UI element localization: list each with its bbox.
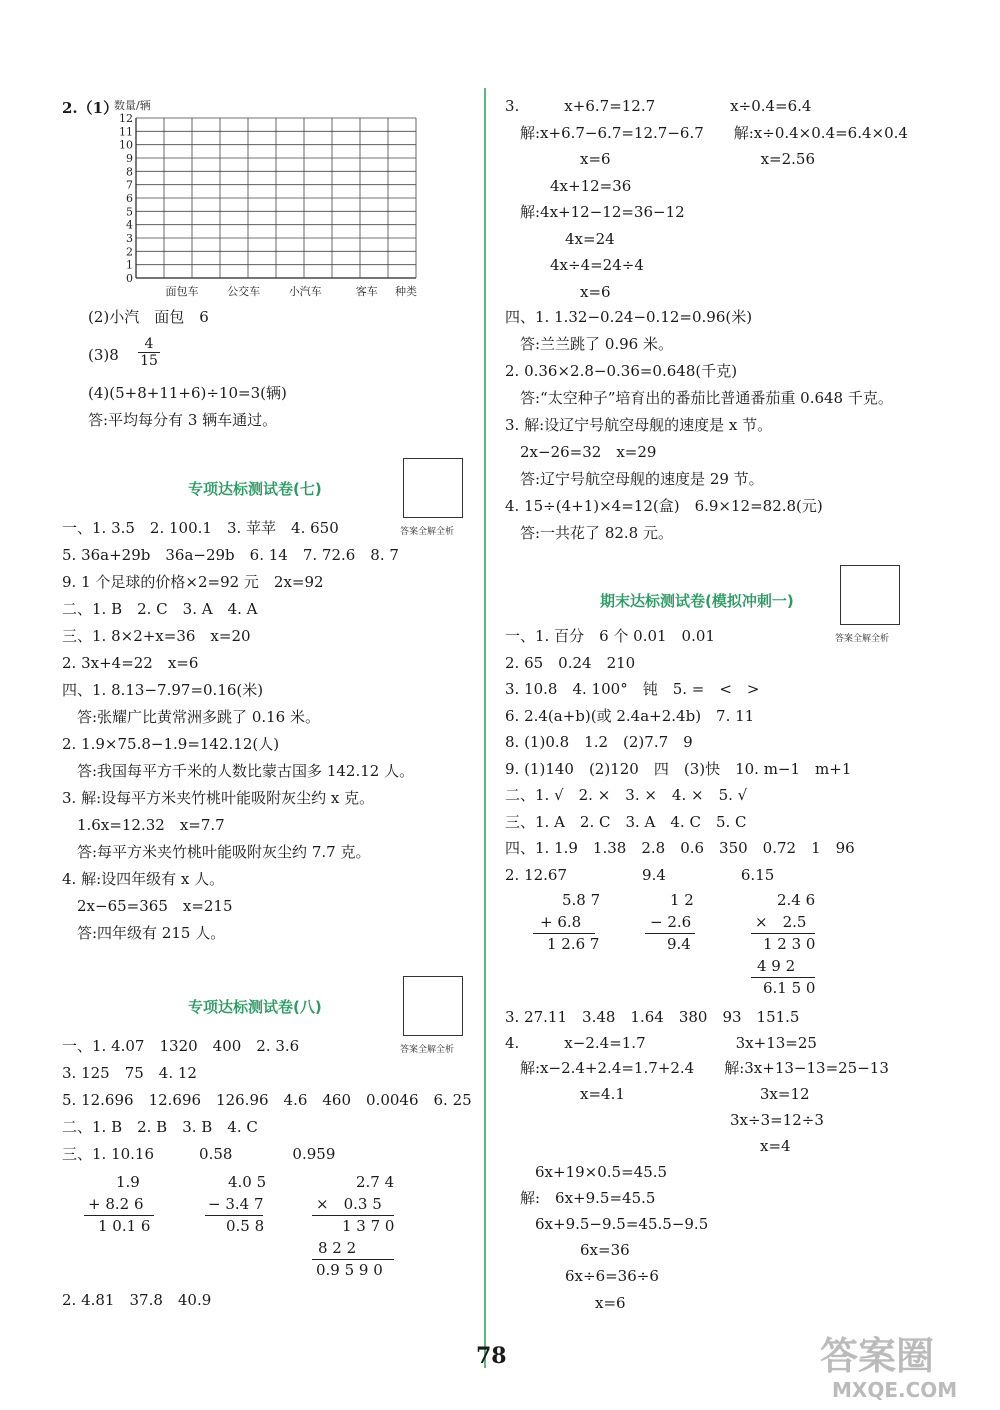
answer-line: 答:每平方米夹竹桃叶能吸附灰尘约 7.7 克。	[62, 843, 371, 861]
section-8-title: 专项达标测试卷(八)	[188, 998, 322, 1016]
answer-line: 1.6x=12.32 x=7.7	[62, 816, 225, 834]
qr-caption: 答案全解全析	[400, 527, 455, 537]
answer-line: 3. 10.8 4. 100° 钝 5. = < >	[505, 680, 760, 698]
vertical-mul-partial-2: 4 9 2	[757, 957, 796, 975]
answer-line: 解:x+6.7−6.7=12.7−6.7 解:x÷0.4×0.4=6.4×0.4	[505, 123, 908, 142]
x-category-label: 客车	[355, 285, 378, 298]
chart-ylabel: 数量/辆	[114, 100, 151, 112]
answer-line: 答:四年级有 215 人。	[62, 924, 226, 942]
answer-line: 3. 125 75 4. 12	[62, 1064, 197, 1082]
answer-line: 二、1. B 2. C 3. A 4. A	[62, 600, 258, 618]
vertical-mul-partial-2: 8 2 2	[318, 1239, 357, 1257]
answer-line: 9. (1)140 (2)120 四 (3)快 10. m−1 m+1	[505, 759, 852, 778]
answer-line: 2x−65=365 x=215	[62, 897, 233, 915]
vertical-sub-line-2: − 2.6	[650, 913, 692, 931]
answer-line: 4. 解:设四年级有 x 人。	[62, 870, 225, 888]
answer-line: 答:辽宁号航空母舰的速度是 29 节。	[505, 470, 764, 488]
y-tick-label: 10	[119, 138, 133, 152]
answer-line: 3. x+6.7=12.7 x÷0.4=6.4	[505, 97, 812, 115]
vertical-add-result: 1 0.1 6	[98, 1217, 151, 1235]
vertical-add-line-1: 1.9	[116, 1173, 140, 1191]
vertical-sub-line-2: − 3.4 7	[208, 1195, 264, 1213]
answer-line: 3. 解:设每平方米夹竹桃叶能吸附灰尘约 x 克。	[62, 789, 375, 807]
answer-line: 四、1. 1.32−0.24−0.12=0.96(米)	[505, 308, 753, 326]
q2-heading: 2.（1）	[62, 99, 119, 117]
answer-line: 解:x−2.4+2.4=1.7+2.4 解:3x+13−13=25−13	[505, 1059, 889, 1077]
answer-line: 解: 6x+9.5=45.5	[505, 1189, 656, 1207]
vertical-sub-result: 9.4	[667, 935, 691, 953]
vertical-mul-line-1: 2.4 6	[777, 891, 816, 909]
answer-line: 一、1. 4.07 1320 400 2. 3.6	[62, 1037, 300, 1055]
fraction-denominator: 15	[140, 353, 158, 369]
section-7-title: 专项达标测试卷(七)	[188, 480, 322, 498]
answer-line: 4x+12=36	[505, 176, 632, 195]
answer-line: 8. (1)0.8 1.2 (2)7.7 9	[505, 733, 693, 751]
q2-fraction	[138, 336, 160, 369]
answer-line: 2x−26=32 x=29	[505, 443, 657, 461]
chart-grid-lines	[136, 118, 416, 278]
answer-line: 2. 3x+4=22 x=6	[62, 654, 199, 672]
vertical-add-line-2: + 8.2 6	[88, 1195, 144, 1213]
answer-line: 3. 27.11 3.48 1.64 380 93 151.5	[505, 1008, 800, 1026]
x-category-label: 小汽车	[288, 285, 322, 298]
answer-line: 2. 0.36×2.8−0.36=0.648(千克)	[505, 362, 738, 380]
vertical-mul-partial-1: 1 2 3 0	[763, 935, 816, 953]
y-tick-label: 9	[126, 152, 133, 165]
answer-line: 3x÷3=12÷3	[505, 1111, 824, 1129]
answer-line: x=6 x=2.56	[505, 150, 815, 168]
q2-answer-2: (2)小汽 面包 6	[88, 308, 209, 326]
vertical-add-result: 1 2.6 7	[547, 935, 600, 953]
answer-line: 四、1. 1.9 1.38 2.8 0.6 350 0.72 1 96	[505, 839, 855, 857]
vertical-mul-result: 0.9 5 9 0	[316, 1261, 383, 1279]
fraction-numerator: 4	[138, 336, 160, 353]
vertical-sub-line-1: 1 2	[670, 891, 694, 909]
answer-line: 6. 2.4(a+b)(或 2.4a+2.4b) 7. 11	[505, 706, 755, 725]
y-tick-label: 6	[126, 192, 133, 205]
y-tick-label: 1	[126, 258, 133, 272]
y-tick-label: 7	[126, 178, 133, 192]
answer-line: 答:我国每平方千米的人数比蒙古国多 142.12 人。	[62, 762, 415, 780]
chart-xlabel: 种类	[395, 285, 417, 298]
answer-line: 一、1. 3.5 2. 100.1 3. 苹苹 4. 650	[62, 519, 339, 537]
answer-line: 2. 65 0.24 210	[505, 653, 636, 672]
section-8-last-line: 2. 4.81 37.8 40.9	[62, 1291, 212, 1309]
qr-caption: 答案全解全析	[400, 1045, 455, 1055]
answer-line: 二、1. B 2. B 3. B 4. C	[62, 1118, 258, 1136]
y-tick-label: 12	[119, 112, 133, 125]
answer-line: 三、1. A 2. C 3. A 4. C 5. C	[505, 812, 747, 831]
answer-line: 5. 12.696 12.696 126.96 4.6 460 0.0046 6. 25	[62, 1091, 472, 1109]
watermark-url: MXQE.COM	[832, 1378, 958, 1402]
answer-line: 6x=36	[505, 1241, 630, 1259]
answer-line: 三、1. 10.16 0.58 0.959	[62, 1145, 336, 1163]
q2-answer-4: (4)(5+8+11+6)÷10=3(辆)	[88, 384, 287, 402]
page-number: 78	[476, 1343, 507, 1369]
y-tick-label: 5	[126, 205, 133, 219]
answer-line: 三、1. 8×2+x=36 x=20	[62, 627, 251, 645]
answer-line: 二、1. √ 2. × 3. × 4. × 5. √	[505, 786, 748, 804]
answer-line: 9. 1 个足球的价格×2=92 元 2x=92	[62, 573, 324, 591]
vertical-sub-result: 0.5 8	[226, 1217, 265, 1235]
answer-line: 一、1. 百分 6 个 0.01 0.01	[505, 627, 715, 645]
vertical-mul-partial-1: 1 3 7 0	[342, 1217, 395, 1235]
qr-code-icon	[403, 458, 463, 518]
vertical-sub-line-1: 4.0 5	[228, 1173, 267, 1191]
answer-line: 4. x−2.4=1.7 3x+13=25	[505, 1034, 817, 1052]
answer-line: 答:一共花了 82.8 元。	[505, 524, 673, 542]
vertical-mul-line-1: 2.7 4	[356, 1173, 395, 1191]
qr-code-icon	[840, 565, 900, 625]
answer-line: 答:“太空种子”培育出的番茄比普通番茄重 0.648 千克。	[505, 389, 893, 407]
answer-line: 2. 1.9×75.8−1.9=142.12(人)	[62, 735, 280, 753]
vertical-add-line-2: + 6.8	[540, 913, 582, 931]
y-tick-label: 4	[126, 218, 133, 232]
y-tick-label: 8	[126, 165, 133, 179]
answer-line: 四、1. 8.13−7.97=0.16(米)	[62, 681, 264, 699]
answer-line: 答:兰兰跳了 0.96 米。	[505, 335, 673, 353]
x-category-label: 公交车	[227, 285, 261, 298]
answer-line: 6x+9.5−9.5=45.5−9.5	[505, 1215, 709, 1233]
y-tick-label: 11	[119, 125, 133, 139]
watermark-logo: 答案圈	[820, 1334, 935, 1378]
answer-line: 6x÷6=36÷6	[505, 1267, 659, 1285]
y-tick-label: 0	[126, 272, 133, 285]
q2-answer-conclusion: 答:平均每分有 3 辆车通过。	[88, 411, 278, 429]
answer-line: 3. 解:设辽宁号航空母舰的速度是 x 节。	[505, 416, 773, 434]
final-exam-title: 期末达标测试卷(模拟冲刺一)	[600, 592, 794, 610]
vertical-add-line-1: 5.8 7	[562, 891, 601, 909]
qr-caption: 答案全解全析	[835, 634, 890, 644]
x-category-label: 面包车	[165, 285, 199, 298]
answer-line: 4. 15÷(4+1)×4=12(盒) 6.9×12=82.8(元)	[505, 497, 823, 515]
column-divider	[484, 88, 486, 1368]
answer-line: x=6	[505, 282, 611, 301]
vertical-mul-result: 6.1 5 0	[763, 979, 816, 997]
qr-code-icon	[403, 976, 463, 1036]
y-tick-label: 3	[126, 232, 133, 245]
chart-x-categories	[166, 284, 378, 298]
chart-y-ticks	[119, 112, 133, 285]
vertical-mul-line-2: × 2.5	[755, 913, 807, 931]
answer-line: x=4.1 3x=12	[505, 1085, 810, 1103]
answer-line: 4x÷4=24÷4	[505, 256, 644, 274]
answer-line: x=6	[505, 1294, 626, 1312]
bar-chart-grid	[100, 100, 430, 300]
answer-line: 解:4x+12−12=36−12	[505, 203, 685, 221]
y-tick-label: 2	[126, 245, 133, 259]
answer-line: 5. 36a+29b 36a−29b 6. 14 7. 72.6 8. 7	[62, 546, 399, 564]
answer-line: 6x+19×0.5=45.5	[505, 1163, 668, 1181]
answer-line: 答:张耀广比黄常洲多跳了 0.16 米。	[62, 708, 320, 726]
answer-line: 2. 12.67 9.4 6.15	[505, 865, 775, 884]
answer-line: 4x=24	[505, 229, 615, 248]
answer-line: x=4	[505, 1137, 791, 1155]
q2-answer-3: (3)8	[88, 346, 119, 364]
vertical-mul-line-2: × 0.3 5	[316, 1195, 382, 1213]
